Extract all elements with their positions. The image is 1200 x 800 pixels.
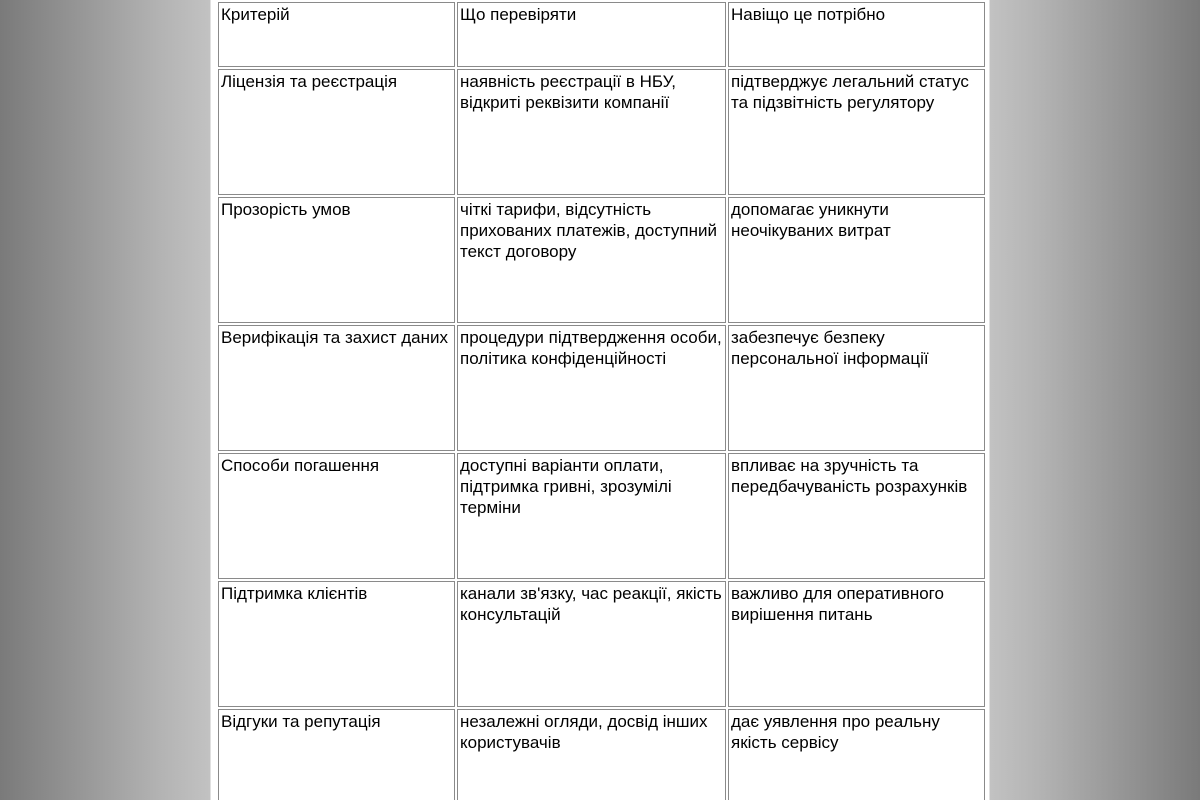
- table-cell-criterion: Підтримка клієнтів: [218, 581, 455, 707]
- table-cell-criterion: Ліцензія та реєстрація: [218, 69, 455, 195]
- table-cell-criterion: Відгуки та репутація: [218, 709, 455, 800]
- table-cell-what-to-check: канали зв'язку, час реакції, якість консультацій: [457, 581, 726, 707]
- document-page: [211, 0, 989, 800]
- table-row: [218, 453, 985, 579]
- table-cell-why-needed: впливає на зручність та передбачуваність розрахунків: [728, 453, 985, 579]
- table-header-row: [218, 2, 985, 67]
- table-cell-criterion: Верифікація та захист даних: [218, 325, 455, 451]
- table-cell-criterion: Прозорість умов: [218, 197, 455, 323]
- table-cell-why-needed: допомагає уникнути неочікуваних витрат: [728, 197, 985, 323]
- table-row: [218, 581, 985, 707]
- criteria-table: [216, 0, 987, 800]
- table-cell-what-to-check: незалежні огляди, досвід інших користувачів: [457, 709, 726, 800]
- table-cell-why-needed: забезпечує безпеку персональної інформації: [728, 325, 985, 451]
- table-cell-why-needed: підтверджує легальний статус та підзвітність регулятору: [728, 69, 985, 195]
- column-header-what-to-check: Що перевіряти: [457, 2, 726, 67]
- table-row: [218, 197, 985, 323]
- table-row: [218, 69, 985, 195]
- column-header-why-needed: Навіщо це потрібно: [728, 2, 985, 67]
- table-cell-what-to-check: наявність реєстрації в НБУ, відкриті реквізити компанії: [457, 69, 726, 195]
- table-row: [218, 325, 985, 451]
- table-cell-what-to-check: процедури підтвердження особи, політика конфіденційності: [457, 325, 726, 451]
- table-cell-what-to-check: чіткі тарифи, відсутність прихованих платежів, доступний текст договору: [457, 197, 726, 323]
- table-cell-why-needed: дає уявлення про реальну якість сервісу: [728, 709, 985, 800]
- column-header-criterion: Критерій: [218, 2, 455, 67]
- table-cell-why-needed: важливо для оперативного вирішення питань: [728, 581, 985, 707]
- table-row: [218, 709, 985, 800]
- table-cell-what-to-check: доступні варіанти оплати, підтримка гривні, зрозумілі терміни: [457, 453, 726, 579]
- table-cell-criterion: Способи погашення: [218, 453, 455, 579]
